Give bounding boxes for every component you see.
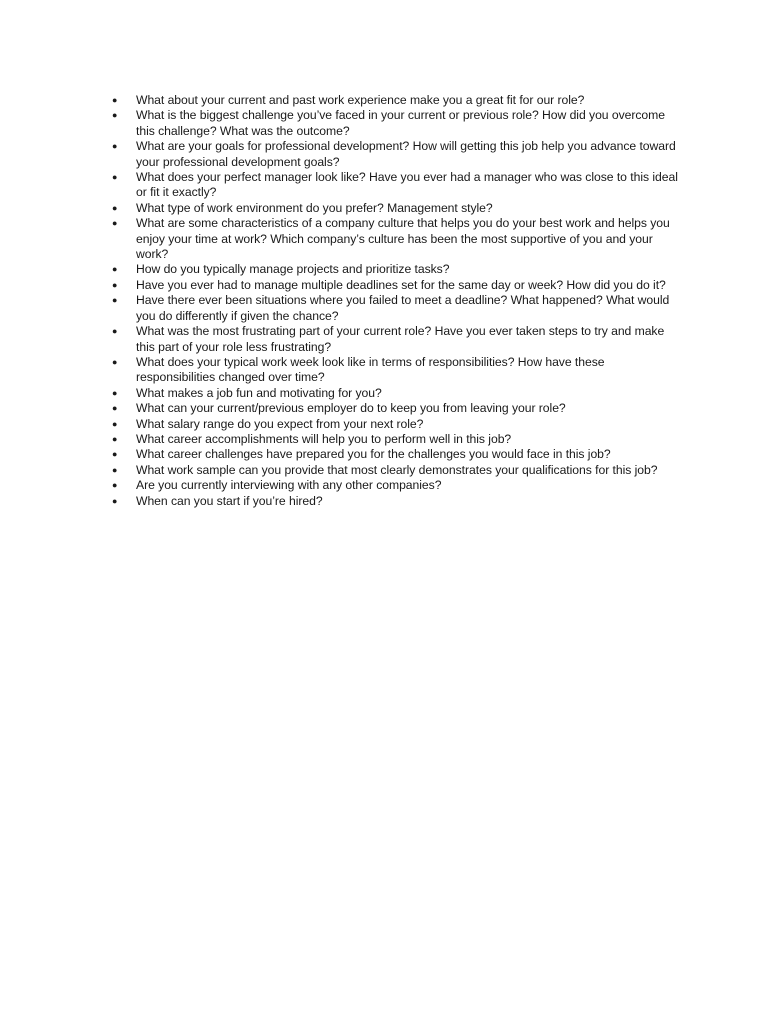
bullet-icon: ● (112, 403, 118, 414)
question-text: What is the biggest challenge you’ve faced in your current or previous role? How did you overcome this challenge? What was the outcome? (136, 108, 665, 138)
bullet-icon: ● (112, 95, 118, 105)
question-text: What about your current and past work experience make you a great fit for our role? (136, 93, 585, 107)
bullet-icon: ● (112, 264, 118, 275)
question-text: Have there ever been situations where you failed to meet a deadline? What happened? What would you do differently if given the chance? (136, 293, 670, 323)
bullet-icon: ● (112, 141, 118, 152)
list-item (110, 401, 685, 416)
question-text: What can your current/previous employer do to keep you from leaving your role? (136, 401, 566, 416)
bullet-icon: ● (112, 295, 118, 306)
bullet-icon: ● (112, 433, 118, 444)
list-item (110, 386, 685, 401)
question-text: What career accomplishments will help you to perform well in this job? (136, 431, 512, 446)
bullet-icon: ● (112, 464, 118, 475)
question-text: What does your typical work week look like in terms of responsibilities? How have these responsibilities changed over time? (136, 354, 605, 385)
bullet-icon: ● (112, 110, 118, 121)
list-item (110, 93, 685, 108)
bullet-icon: ● (112, 356, 118, 367)
list-item (110, 417, 685, 432)
list-item (110, 355, 685, 386)
question-text: What does your perfect manager look like? Have you ever had a manager who was close to this ideal or fit it exactly? (136, 170, 678, 200)
list-item (110, 293, 685, 324)
list-item (110, 262, 685, 277)
list-item (110, 201, 685, 216)
list-item (110, 432, 685, 447)
bullet-icon: ● (112, 326, 118, 337)
interview-question-list (110, 93, 685, 509)
bullet-icon: ● (112, 418, 118, 429)
question-text: What are your goals for professional development? How will getting this job help you advance toward your professional development goals? (136, 139, 676, 169)
bullet-icon: ● (112, 172, 118, 183)
bullet-icon: ● (112, 449, 118, 460)
list-item (110, 278, 685, 293)
list-item (110, 216, 685, 262)
question-text: What type of work environment do you prefer? Management style? (136, 200, 493, 215)
list-item (110, 170, 685, 201)
question-text: What makes a job fun and motivating for you? (136, 385, 382, 400)
bullet-icon: ● (112, 495, 118, 506)
question-text: Are you currently interviewing with any other companies? (136, 478, 442, 493)
bullet-icon: ● (112, 480, 118, 491)
list-item (110, 324, 685, 355)
list-item (110, 478, 685, 493)
question-text: How do you typically manage projects and prioritize tasks? (136, 262, 450, 277)
question-text: What are some characteristics of a company culture that helps you do your best work and helps you enjoy your time at work? Which company’s culture has been the most supportive of you and your work? (136, 216, 670, 262)
bullet-icon: ● (112, 279, 118, 290)
question-text: When can you start if you’re hired? (136, 493, 323, 508)
question-text: What work sample can you provide that most clearly demonstrates your qualifications for this job? (136, 462, 658, 477)
bullet-icon: ● (112, 387, 118, 398)
question-text: What career challenges have prepared you for the challenges you would face in this job? (136, 447, 611, 462)
bullet-icon: ● (112, 202, 118, 213)
question-text: Have you ever had to manage multiple deadlines set for the same day or week? How did you do it? (136, 277, 666, 292)
question-text: What salary range do you expect from your next role? (136, 416, 424, 431)
list-item (110, 463, 685, 478)
bullet-icon: ● (112, 218, 118, 229)
list-item (110, 447, 685, 462)
question-text: What was the most frustrating part of your current role? Have you ever taken steps to try and make this part of your role less frustrating? (136, 324, 665, 354)
list-item (110, 494, 685, 509)
list-item (110, 139, 685, 170)
list-item (110, 108, 685, 139)
